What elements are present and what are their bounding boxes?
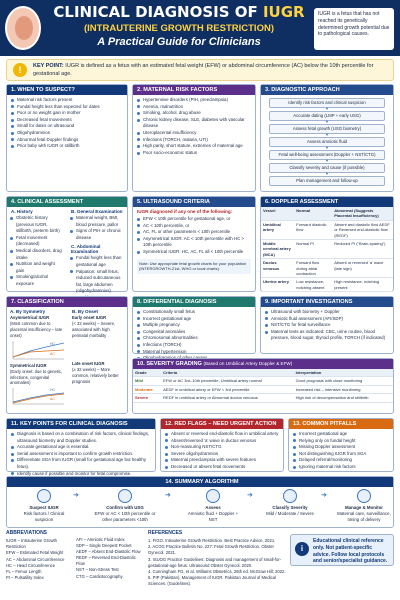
step-icon: [37, 489, 51, 503]
list-item: Non-reassuring NST/CTG: [165, 444, 279, 451]
arrow-down-icon: ▼: [325, 132, 329, 137]
list-item: Medical disorders, drug intake: [10, 248, 64, 261]
key-icon: !: [13, 63, 27, 77]
diagnostic-flow: [269, 98, 385, 190]
history-block: A. History Obstetric history (previous IUGR, stillbirth, preterm birth) Fetal movement (decreased) Medical disorders, drug intake Nutrition and weight gain Smoking/alcohol exposure: [7, 207, 67, 289]
list-item: Asymmetrical IUGR: AC < 10th percentile with HC > 10th percentile: [137, 236, 251, 249]
arrow-right-icon: ➜: [321, 492, 327, 499]
list-item: Smoking/alcohol exposure: [10, 274, 64, 287]
ddx-list: [133, 307, 255, 364]
suspect-list: [7, 95, 127, 152]
arrow-down-icon: ▼: [325, 119, 329, 124]
list-item: Accurate gestational age is essential.: [11, 444, 151, 451]
summary-step: Suspect IUGR Risk factors / Clinical suspicion: [21, 487, 67, 527]
arrow-right-icon: ➜: [73, 492, 79, 499]
list-item: Smoking, alcohol, drug abuse: [137, 110, 251, 117]
header-banner: [0, 0, 400, 56]
list-item: Small for dates on ultrasound: [11, 123, 123, 130]
abbreviations-col-1: ABBREVIATIONS IUGR – Intrauterine Growth Restriction EFW – Estimated Fetal Weight AC – Abdominal Circumference HC – Head Circumference FL – Femur Length PI – Pulsatility Index: [6, 530, 65, 580]
step-icon: [206, 489, 220, 503]
section-when-to-suspect: 1. WHEN TO SUSPECT? Maternal risk factors present Fundal height less than expected for dates Poor or no weight gain in mother Decreased fetal movements Small for dates on ultrasound Oligohydramnios Abnormal fetal Doppler findings Prior baby with IUGR or stillbirth: [6, 84, 128, 192]
table-row: Moderate AEDF in umbilical artery or EFW < 3rd percentile Increased risk – intensive monitoring: [133, 385, 393, 393]
list-item: Nutrition and weight gain: [10, 261, 64, 274]
section-common-pitfalls: 13. COMMON PITFALLS Incorrect gestational age Relying only on fundal height Missing Doppler assessment Not distinguishing IUGR from SGA Delayed referral/monitoring Ignoring maternal risk factors: [288, 418, 394, 472]
arrow-down-icon: ▼: [325, 145, 329, 150]
summary-step: Assess Amniotic fluid + Doppler + NST: [183, 487, 243, 527]
list-item: Maternal risk factors present: [11, 97, 123, 104]
table-row: Middle cerebral artery (MCA) Normal PI Reduced PI ("Brain-sparing"): [261, 239, 393, 258]
legend-ac: AC: [50, 351, 55, 356]
list-item: Chromosomal abnormalities: [137, 335, 251, 342]
list-item: Delayed referral/monitoring: [293, 457, 389, 464]
list-item: Amniotic fluid assessment (AFI/SDP): [265, 316, 389, 323]
legend-ac: AC: [50, 397, 55, 402]
table-row: Severe REDF in umbilical artery or Abnormal ductus venosus High risk of decompensation and stillbirth: [133, 394, 393, 402]
list-item: High parity, short stature, extremes of maternal age: [137, 143, 251, 150]
flow-step: Classify severity and cause (if possible): [269, 163, 385, 173]
list-item: AC < 10th percentile, or: [137, 223, 251, 230]
info-icon: i: [295, 542, 309, 556]
section-clinical-assessment: 4. CLINICAL ASSESSMENT A. History Obstetric history (previous IUGR, stillbirth, preterm birth) Fetal movement (decreased) Medical disorders, drug intake Nutrition and weight gain Smoking/alcohol exposure B. General Examination Maternal weight, BMI, blood pressure, pallor Signs of PIH or chronic disease C. Abdominal Examination Fundal height less than gestational age Palpation: small fetus, reduced subcutaneous fat, large abdomen (oligohydramnios): [6, 196, 128, 292]
symmetry-block: A. By Symmetry Asymmetrical IUGR (Most common due to placental insufficiency – late onset) HC AC Symmetrical IUGR (Early onset: due to genetic, infections, congenital anomalies) HC AC: [7, 307, 69, 408]
definition-note: IUGR is a fetus that has not reached its genetically determined growth potential due to pathological causes.: [314, 8, 394, 50]
disclaimer-box: i Educational clinical reference only. Not patient-specific advice. Follow local protocols and senior/specialist guidance.: [290, 534, 394, 566]
list-item: Oligohydramnios: [11, 130, 123, 137]
list-item: Maternal weight, BMI, blood pressure, pallor: [70, 215, 126, 228]
legend-hc: HC: [50, 388, 56, 393]
table-header: Vessel: [261, 207, 294, 220]
onset-block: B. By Onset Early onset IUGR (< 32 weeks) – Severe, associated with high perinatal morbidity Late onset IUGR (≥ 32 weeks) – More common, relatively better prognosis: [72, 309, 119, 384]
usg-note: Note: Use appropriate fetal growth charts for your population (INTERGROWTH-21st, WHO or local charts).: [137, 259, 251, 274]
list-item: Fetal movement (decreased): [10, 235, 64, 248]
list-item: Congenital anomalies: [137, 329, 251, 336]
list-item: Identify cause if possible and monitor for fetal compromise.: [11, 471, 151, 478]
section-differential-diagnosis: 8. DIFFERENTIAL DIAGNOSIS Constitutionally small fetus Incorrect gestational age Multiple pregnancy Congenital anomalies Chromosomal abnormalities Infections (TORCH) Maternal hypertension: [132, 296, 256, 354]
flow-step: Assess amniotic fluid: [269, 137, 385, 147]
flow-step: Fetal well-being assessment (Doppler + NST/CTG): [269, 150, 385, 160]
table-row: Umbilical artery Forward diastolic flow Absent and diastolic flow AEDF or Reversed end-diastolic flow (REDF): [261, 220, 393, 239]
list-item: Uteroplacental insufficiency: [137, 130, 251, 137]
list-item: Hypertensive disorders (PIH, preeclampsia): [137, 97, 251, 104]
page-title: CLINICAL DIAGNOSIS OF IUGR: [53, 3, 305, 21]
investigation-list: [261, 307, 393, 344]
list-item: Poor socio-economic status: [137, 150, 251, 157]
summary-step: Confirm with USG EFW or AC < 10th percentile or other parameters <10th: [89, 487, 161, 527]
section-maternal-risk-factors: 2. MATERNAL RISK FACTORS Hypertensive disorders (PIH, preeclampsia) Anemia, malnutrition Smoking, alcohol, drug abuse Chronic kidney disease, SLE, diabetes with vascular disease Uteroplacental insufficiency Infections (TORCH, malaria, UTI) High parity, short stature, extremes of maternal age Poor socio-economic status: [132, 84, 256, 192]
list-item: Missing Doppler assessment: [293, 444, 389, 451]
table-header: Abnormal (Suggests Placental Insufficiency): [332, 207, 393, 220]
list-item: Fundal height less than expected for dates: [11, 104, 123, 111]
list-item: Ultrasound with biometry + Doppler: [265, 309, 389, 316]
doppler-table: [261, 207, 393, 292]
section-diagnostic-approach: 3. DIAGNOSTIC APPROACH Identify risk factors and clinical suspicion ▼ Accurate dating (LMP + early USG) ▼ Assess fetal growth (USG biometry) ▼ Assess amniotic fluid ▼ Fetal well-being assessment (Doppler + NST/CTG) ▼ Classify severity and cause (if possible) ▼ Plan management and follow-up: [260, 84, 394, 192]
list-item: EFW < 10th percentile for gestational age, or: [137, 216, 251, 223]
table-header: Interpretation: [294, 369, 393, 377]
list-item: Relying only on fundal height: [293, 438, 389, 445]
severity-table: [133, 369, 393, 403]
usg-list: [133, 214, 255, 258]
list-item: Decreased or absent fetal movements: [165, 464, 279, 471]
step-icon: [118, 489, 132, 503]
list-item: Fundal height less than gestational age: [70, 255, 126, 268]
list-item: Severe oligohydramnios: [165, 451, 279, 458]
step-icon: [357, 489, 371, 503]
list-item: Multiple pregnancy: [137, 322, 251, 329]
risk-list: [133, 95, 255, 158]
section-ultrasound-criteria: 5. ULTRASOUND CRITERIA IUGR diagnosed if any one of the following: EFW < 10th percentile for gestational age, or AC < 10th percentile, or AC, FL or other parameters < 10th percentile Asymmetrical IUGR: AC < 10th percentile with HC > 10th percentile Symmetrical IUGR: HC, AC, FL all < 10th percentile Note: Use appropriate fetal growth charts for your population (INTERGROWTH-21st, WHO or local charts).: [132, 196, 256, 292]
table-row: Uterine artery Low resistance, notching absent High resistance, notching present: [261, 278, 393, 292]
section-doppler-assessment: 6. DOPPLER ASSESSMENT Vessel Normal Abnormal (Suggests Placental Insufficiency) Umbilical artery Forward diastolic flow Absent and diastolic flow AEDF or Reversed end-diastolic flow (REDF) Middle cerebral artery (MCA) Normal PI Reduced PI ("Brain-sparing") Ductus venosus Forward flow during atrial contraction Absent or reversed 'a' wave (late sign) Uterine artery Low resistance, notching absent High resistance, notching present: [260, 196, 394, 292]
references: REFERENCES 1. FIGO. Intrauterine Growth Restriction. Best Practice Advice, 2021. 2. ACOG Practice Bulletin No. 227: Fetal Growth Restriction. Obstet Gynecol. 2021. 3. ISUOG Practice Guidelines: Diagnosis and management of small-for-gestational-age fetus. Ultrasound Obstet Gynecol. 2020. 4. Cunningham FG, et al. Williams Obstetrics, 26th ed. McGraw Hill; 2022. 5. PIP (Pakistan), Management of IUGR. Pakistan Journal of Medical Sciences. (Guidelines).: [148, 530, 286, 586]
list-item: Absent or reversed end-diastolic flow in umbilical artery: [165, 431, 279, 438]
section-key-points: 11. KEY POINTS FOR CLINICAL DIAGNOSIS Diagnosis is based on a combination of risk factors, clinical findings, ultrasound biometry and Doppler studies. Accurate gestational age is essential. Serial assessment is important to confirm growth restriction. Differentiate SGA from IUGR (small for gestational age but healthy fetus). Identify cause if possible and monitor for fetal compromise.: [6, 418, 156, 472]
fetus-illustration-icon: [5, 6, 41, 50]
symmetrical-growth-graph: [10, 386, 66, 406]
table-row: Mild EFW or AC 3rd–10th percentile, Umbilical artery normal Good prognosis with close monitoring: [133, 377, 393, 385]
pitfalls-list: [289, 429, 393, 473]
key-point-box: ! KEY POINT: IUGR is defined as a fetus with an estimated fetal weight (EFW) or abdominal circumference (AC) below the 10th percentile for gestational age.: [6, 59, 394, 81]
list-item: Not distinguishing IUGR from SGA: [293, 451, 389, 458]
table-header: Normal: [294, 207, 332, 220]
flow-step: Plan management and follow-up: [269, 176, 385, 186]
list-item: Incorrect gestational age: [293, 431, 389, 438]
list-item: AC, FL or other parameters < 10th percentile: [137, 229, 251, 236]
section-severity-grading: 10. SEVERITY GRADING (Based on Umbilical Artery Doppler & EFW) Grade Criteria Interpretation Mild EFW or AC 3rd–10th percentile, Umbilical artery normal Good prognosis with close monitoring Moderate AEDF in umbilical artery or EFW < 3rd percentile Increased risk – intensive monitoring Severe REDF in umbilical artery or Abnormal ductus venosus High risk of decompensation and stillbirth: [132, 358, 394, 414]
section-red-flags: 12. RED FLAGS – NEED URGENT ACTION Absent or reversed end-diastolic flow in umbilical artery Absent/reversed 'a' wave in ductus venosus Non-reassuring NST/CTG Severe oligohydramnios Maternal preeclampsia with severe features Decreased or absent fetal movements: [160, 418, 284, 472]
list-item: Abnormal fetal Doppler findings: [11, 137, 123, 144]
list-item: Signs of PIH or chronic disease: [70, 228, 126, 241]
list-item: Incorrect gestational age: [137, 316, 251, 323]
arrow-right-icon: ➜: [247, 492, 253, 499]
page-tagline: A Practical Guide for Clinicians: [97, 36, 261, 48]
list-item: Maternal preeclampsia with severe features: [165, 457, 279, 464]
flow-step: Identify risk factors and clinical suspicion: [269, 98, 385, 108]
section-classification: 7. CLASSIFICATION A. By Symmetry Asymmetrical IUGR (Most common due to placental insufficiency – late onset) HC AC Symmetrical IUGR (Early onset: due to genetic, infections, congenital anomalies) HC AC B. By Onset Early onset IUGR (< 32 weeks) – Severe, associated with high perinatal morbidity Late onset IUGR (≥ 32 weeks) – More common, relatively better prognosis: [6, 296, 128, 414]
list-item: Symmetrical IUGR: HC, AC, FL all < 10th percentile: [137, 249, 251, 256]
section-investigations: 9. IMPORTANT INVESTIGATIONS Ultrasound with biometry + Doppler Amniotic fluid assessment (AFI/SDP) NST/CTG for fetal surveillance Maternal tests as indicated: CBC, urine routine, blood pressure, blood sugar, thyroid profile, TORCH (if indicated): [260, 296, 394, 354]
arrow-down-icon: ▼: [325, 106, 329, 111]
legend-hc: HC: [50, 341, 56, 346]
list-item: Obstetric history (previous IUGR, stillbirth, preterm birth): [10, 215, 64, 235]
list-item: Decreased fetal movements: [11, 117, 123, 124]
red-flags-list: [161, 429, 283, 473]
list-item: Maternal tests as indicated: CBC, urine routine, blood pressure, blood sugar, thyroid profile, TORCH (if indicated): [265, 329, 389, 342]
step-icon: [283, 489, 297, 503]
arrow-right-icon: ➜: [165, 492, 171, 499]
list-item: Poor or no weight gain in mother: [11, 110, 123, 117]
list-item: NST/CTG for fetal surveillance: [265, 322, 389, 329]
section-summary-algorithm: 14. SUMMARY ALGORITHM Suspect IUGR Risk factors / Clinical suspicion ➜ Confirm with USG EFW or AC < 10th percentile or other parameters <10th ➜ Assess Amniotic fluid + Doppler + NST ➜ Classify Severity Mild / Moderate / Severe ➜ Manage & Monitor Maternal care, surveillance, timing of delivery: [6, 476, 394, 528]
summary-step: Manage & Monitor Maternal care, surveillance, timing of delivery: [337, 487, 391, 527]
list-item: Differentiate SGA from IUGR (small for gestational age but healthy fetus).: [11, 457, 151, 470]
page-subtitle: (INTRAUTERINE GROWTH RESTRICTION): [84, 23, 274, 34]
abbreviations-col-2: AFI – Amniotic Fluid Index SDP – Single Deepest Pocket AEDF – Absent End-Diastolic Flow REDF – Reversed End-Diastolic Flow NST – Non-Stress Test CTG – Cardiotocography: [76, 537, 141, 579]
list-item: Chronic kidney disease, SLE, diabetes with vascular disease: [137, 117, 251, 130]
arrow-down-icon: ▼: [325, 158, 329, 163]
flow-step: Assess fetal growth (USG biometry): [269, 124, 385, 134]
list-item: Maternal hypertension: [137, 349, 251, 356]
arrow-down-icon: ▼: [325, 171, 329, 176]
summary-step: Classify Severity Mild / Moderate / Severe: [263, 487, 317, 527]
table-header: Grade: [133, 369, 161, 377]
list-item: Palpation: small fetus, reduced subcutaneous fat, large abdomen (oligohydramnios): [70, 269, 126, 295]
list-item: Diagnosis is based on a combination of risk factors, clinical findings, ultrasound biometry and Doppler studies.: [11, 431, 151, 444]
list-item: Constitutionally small fetus: [137, 309, 251, 316]
list-item: Infections (TORCH): [137, 342, 251, 349]
list-item: Serial assessment is important to confirm growth restriction.: [11, 451, 151, 458]
list-item: Ignoring maternal risk factors: [293, 464, 389, 471]
flow-step: Accurate dating (LMP + early USG): [269, 111, 385, 121]
asymmetrical-growth-graph: [10, 339, 66, 361]
list-item: Infections (TORCH, malaria, UTI): [137, 137, 251, 144]
list-item: Prior baby with IUGR or stillbirth: [11, 143, 123, 150]
table-header: Criteria: [161, 369, 293, 377]
examination-block: B. General Examination Maternal weight, BMI, blood pressure, pallor Signs of PIH or chronic disease C. Abdominal Examination Fundal height less than gestational age Palpation: small fetus, reduced subcutaneous fat, large abdomen (oligohydramnios): [67, 207, 129, 303]
list-item: Absent/reversed 'a' wave in ductus venosus: [165, 438, 279, 445]
list-item: Anemia, malnutrition: [137, 104, 251, 111]
table-row: Ductus venosus Forward flow during atrial contraction Absent or reversed 'a' wave (late sign): [261, 259, 393, 278]
